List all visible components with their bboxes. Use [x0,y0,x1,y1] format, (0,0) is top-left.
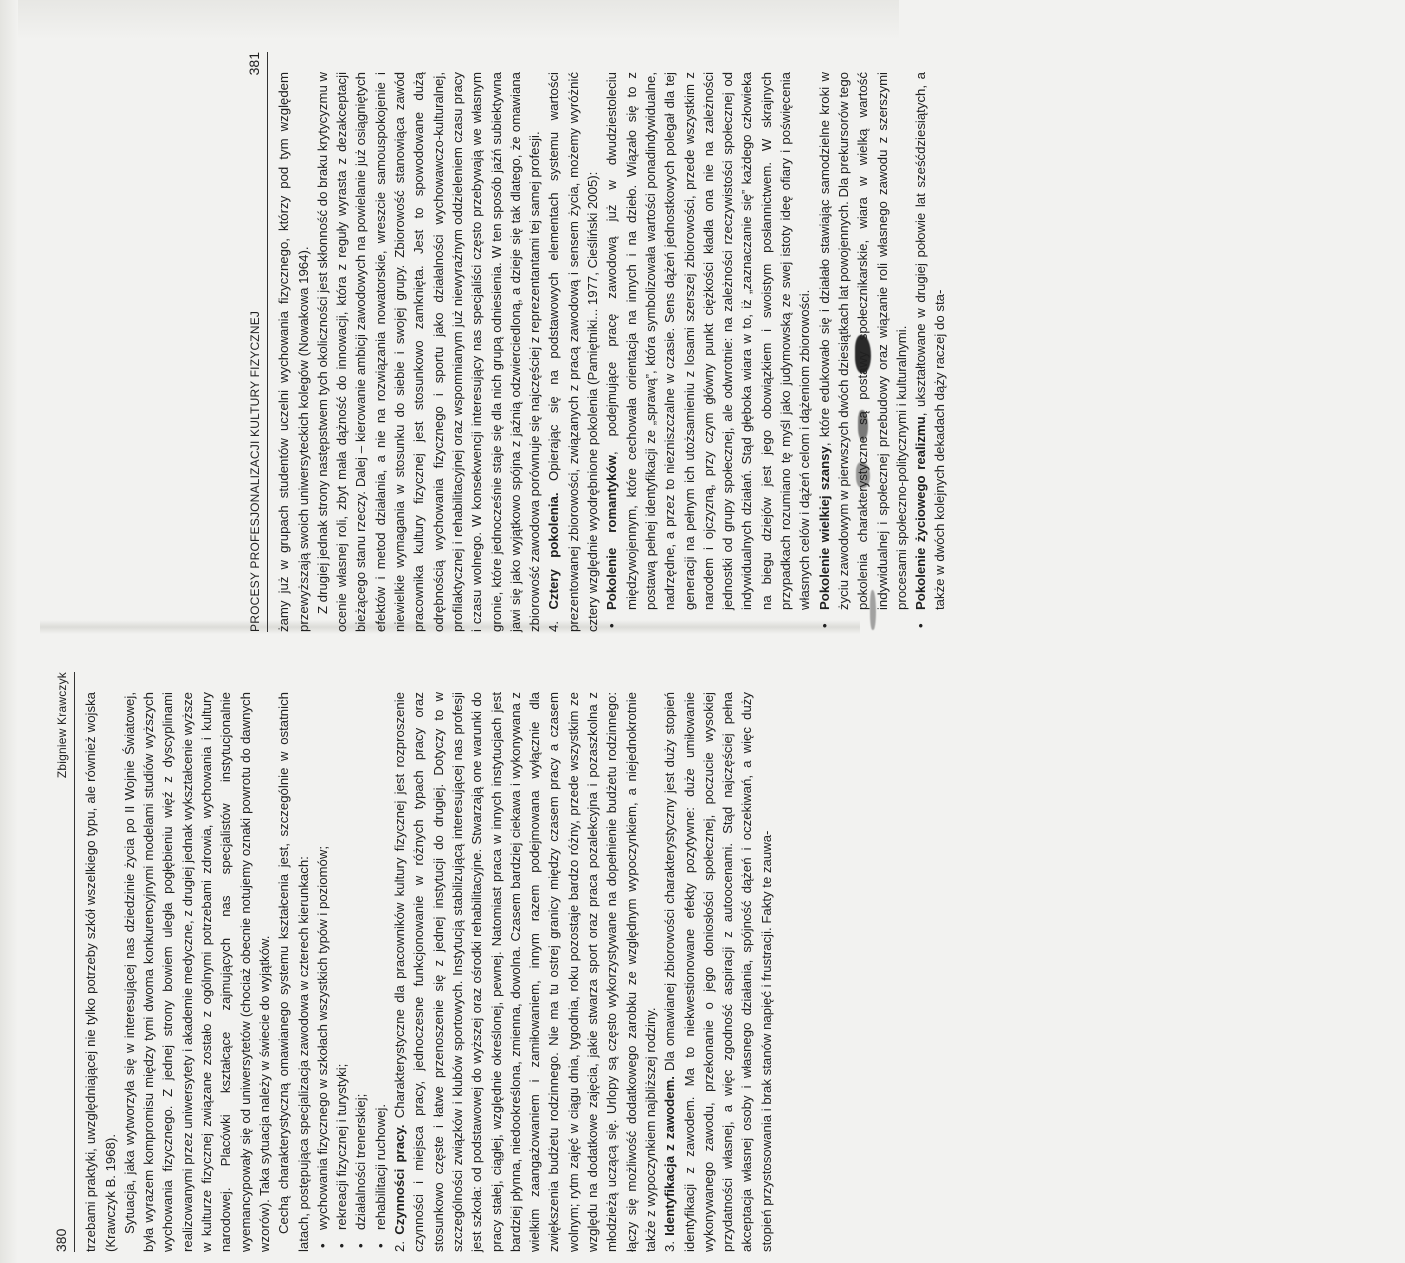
page-body [81,692,776,1252]
numbered-item [544,72,602,632]
item-text: , ukształtowane w drugiej połowie lat sześćdziesiątych, a także w dwóch kolejnych dekadach dąży raczej do sta- [913,72,948,610]
paragraph: trzebami praktyki, uwzględniającej nie tylko potrzeby szkół wszelkiego typu, ale również wojska (Krawczyk B. 1968). [83,692,118,1252]
page-number: 381 [246,52,262,76]
list-item: • działalności trenerskiej; [351,692,370,1252]
running-head-author: Zbigniew Krawczyk [55,672,69,779]
page-381 [245,52,1405,632]
list-item: • wychowania fizycznego w szkołach wszystkich typów i poziomów; [313,692,332,1252]
page-body [274,72,949,632]
item-heading: Pokolenie wielkiej szansy [816,446,832,610]
numbered-item [390,692,660,1252]
item-heading: Pokolenie życiowego realizmu [913,416,929,610]
page-380 [52,672,1212,1252]
numbered-item [660,692,776,1252]
list-item [911,72,950,632]
page-number: 380 [53,1228,69,1252]
item-number: 4. [546,621,562,632]
list-item [815,72,911,632]
scan-edge-top [0,0,899,40]
item-heading: Cztery pokolenia. [546,492,562,610]
item-text: , które edukowało się i działało stawiając samodzielne kroki w życiu zawodowym w pierwszych dwóch dziesiątkach lat powojennych. Dla prekursorów tego pokolenia charakterystyczne są postawy społecznikarskie, wiara w wielką wartość indywidualnej i społecznej przebudowy oraz wiązanie roli własnego zawodu z szerszymi procesami społeczno-politycznymi i kulturalnymi. [816,72,909,610]
item-text: Opierając się na podstawowych elementach systemu wartości prezentowanej zbiorowości, związanych z pracą zawodową i sensem życia, możemy wyróżnić cztery względnie wyodrębnione pokolenia (Pamiętniki... 1977, Cieśliński 2005): [546,72,601,632]
item-text: Charakterystyczne dla pracowników kultury fizycznej jest rozproszenie czynności i miejsca pracy, jednoczesne funkcjonowanie w różnych typach pracy oraz stosunkowo częste i łatwe przenoszenie się z jednej instytucji do drugiej. Dotyczy to w szczególności związków i klubów sportowych. Instytucją stabilizującą interesującej nas profesji jest szkoła: od podstawowej do wyższej oraz ośrodki rehabilitacyjne. Stwarzają one warunki do pracy stałej, ciągłej, względnie określonej, pewnej. Natomiast praca w innych instytucjach jest bardziej płynna, niedookreślona, zmienna, dowolna. Czasem bardziej ciekawa i wykonywana z wielkim zaangażowaniem i zamiłowaniem, innym razem podejmowana wyłącznie dla zwiększenia budżetu rodzinnego. Nie ma tu ostrej granicy między czasem pracy a czasem wolnym; rytm zajęć w ciągu dnia, tygodnia, roku pozostaje bardzo różny, przede wszystkim ze względu na dodatkowe zajęcia, jakie stwarza sport oraz praca pozalekcyjna i pozaszkolna z młodzieżą uczącą się. Urlopy są często wykorzystywane na dopełnienie budżetu rodzinnego: łączy się możliwość dodatkowego zarobku ze względnym wypoczynkiem, a niejednokrotnie także z wypoczynkiem najbliższej rodziny. [392,692,658,1252]
generations-list [602,72,949,632]
running-head [52,672,75,1252]
item-heading: Czynności pracy. [392,1124,408,1235]
paragraph: Sytuacja, jaka wytworzyła się w interesującej nas dziedzinie życia po II Wojnie Światowej, była wyrazem kompromisu między tymi dwoma konkurencyjnymi modelami studiów wyższych wychowania fizycznego. Z jednej strony bowiem uległa pogłębieniu więź z dyscyplinami realizowanymi przez uniwersytety i akademie medyczne, z drugiej jednak wykształcenie wyższe w kulturze fizycznej związane zostało z ogólnymi potrzebami zdrowia, wychowania i kultury narodowej. Placówki kształcące zajmujących nas specjalistów instytucjonalnie wyemancypowały się od uniwersytetów (chociaż obecnie notujemy oznaki powrotu do dawnych wzorów). Taka sytuacja należy w świecie do wyjątków. [121,692,272,1252]
list-item: • rekreacji fizycznej i turystyki; [332,692,351,1252]
specialization-list [313,692,390,1252]
item-text: , podejmujące pracę zawodową już w dwudziestoleciu międzywojennym, które cechowała orientacja na innych i na dzieło. Wiązało się to z postawą pełnej identyfikacji ze „sprawą”, która symbolizowała wartości ponadindywidualne, nadrzędne, a przez to niezniszczalne w czasie. Sens dążeń jednostkowych polegał dla tej generacji na pełnym ich utożsamieniu z losami szerszej zbiorowości, przede wszystkim z narodem i ojczyzną, przy czym główny punkt ciężkości kładła ona nie na zależności jednostki od grupy społecznej, ale odwrotnie: na zależności rzeczywistości społecznej od indywidualnych działań. Stąd głęboka wiara w to, iż „zaznaczanie się” każdego człowieka na biegu dziejów jest jego obowiązkiem i swoistym posłannictwem. W skrajnych przypadkach rozumiano tę myśl jako judymowską ze swej istoty ideę ofiary i poświęcenia własnych celów i dążeń celom i dążeniom zbiorowości. [604,72,813,610]
scan-edge-left [0,0,18,1263]
running-head-title: PROCESY PROFESJONALIZACJI KULTURY FIZYCZNEJ [248,310,262,632]
item-text: Dla omawianej zbiorowości charakterystyczny jest duży stopień identyfikacji z zawodem. Ma to niekwestionowane efekty pozytywne: duże umiłowanie wykonywanego zawodu, przekonanie o jego doniosłości społecznej, poczucie wysokiej przydatności własnej, a więc zgodność aspiracji z autoocenami. Stąd najczęściej pełna akceptacja własnej osoby i własnego działania, spójność dążeń i oczekiwań, a więc duży stopień przystosowania i brak stanów napięć i frustracji. Fakty te zauwa- [662,692,774,1252]
item-heading: Pokolenie romantyków [604,455,620,610]
item-number: 3. [662,1241,678,1252]
item-number: 2. [392,1241,408,1252]
paragraph: żamy już w grupach studentów uczelni wychowania fizycznego, którzy pod tym względem przewyższają swoich uniwersyteckich kolegów (Nowakowa 1964). [276,72,311,632]
paragraph: Z drugiej jednak strony następstwem tych okoliczności jest skłonność do braku krytycyzmu w ocenie własnej roli, zbyt mała dążność do innowacji, która z reguły wyrasta z dezakceptacji bieżącego stanu rzeczy. Dalej – kierowanie ambicji zawodowych na powielanie już osiągniętych efektów i metod działania, a nie na rozwiązania nowatorskie, wreszcie samouspokojenie i niewielkie wymagania w stosunku do siebie i swojej grupy. Zbiorowość stanowiąca zawód pracownika kultury fizycznej jest stosunkowo zamknięta. Jest to spowodowane dużą odrębnością wychowania fizycznego i sportu jako działalności wychowawczo-kulturalnej, profilaktycznej i rehabilitacyjnej oraz wspomnianym już niewyraźnym oddzieleniem czasu pracy i czasu wolnego. W konsekwencji interesujący nas specjaliści często przebywają we własnym gronie, które jednocześnie staje się dla nich grupą odniesienia. W ten sposób jaźń subiektywna jawi się jako wyjątkowo spójna z jaźnią odzwierciedloną, a dzieje się tak dlatego, że omawiana zbiorowość zawodowa porównuje się najczęściej z reprezentantami tej samej profesji. [314,72,543,632]
paragraph: Cechą charakterystyczną omawianego systemu kształcenia jest, szczególnie w ostatnich latach, postępująca specjalizacja zawodowa w czterech kierunkach: [276,692,311,1252]
list-item: • rehabilitacji ruchowej. [371,692,390,1252]
list-item [602,72,814,632]
item-heading: Identyfikacja z zawodem. [662,1076,678,1236]
running-head [245,52,268,632]
